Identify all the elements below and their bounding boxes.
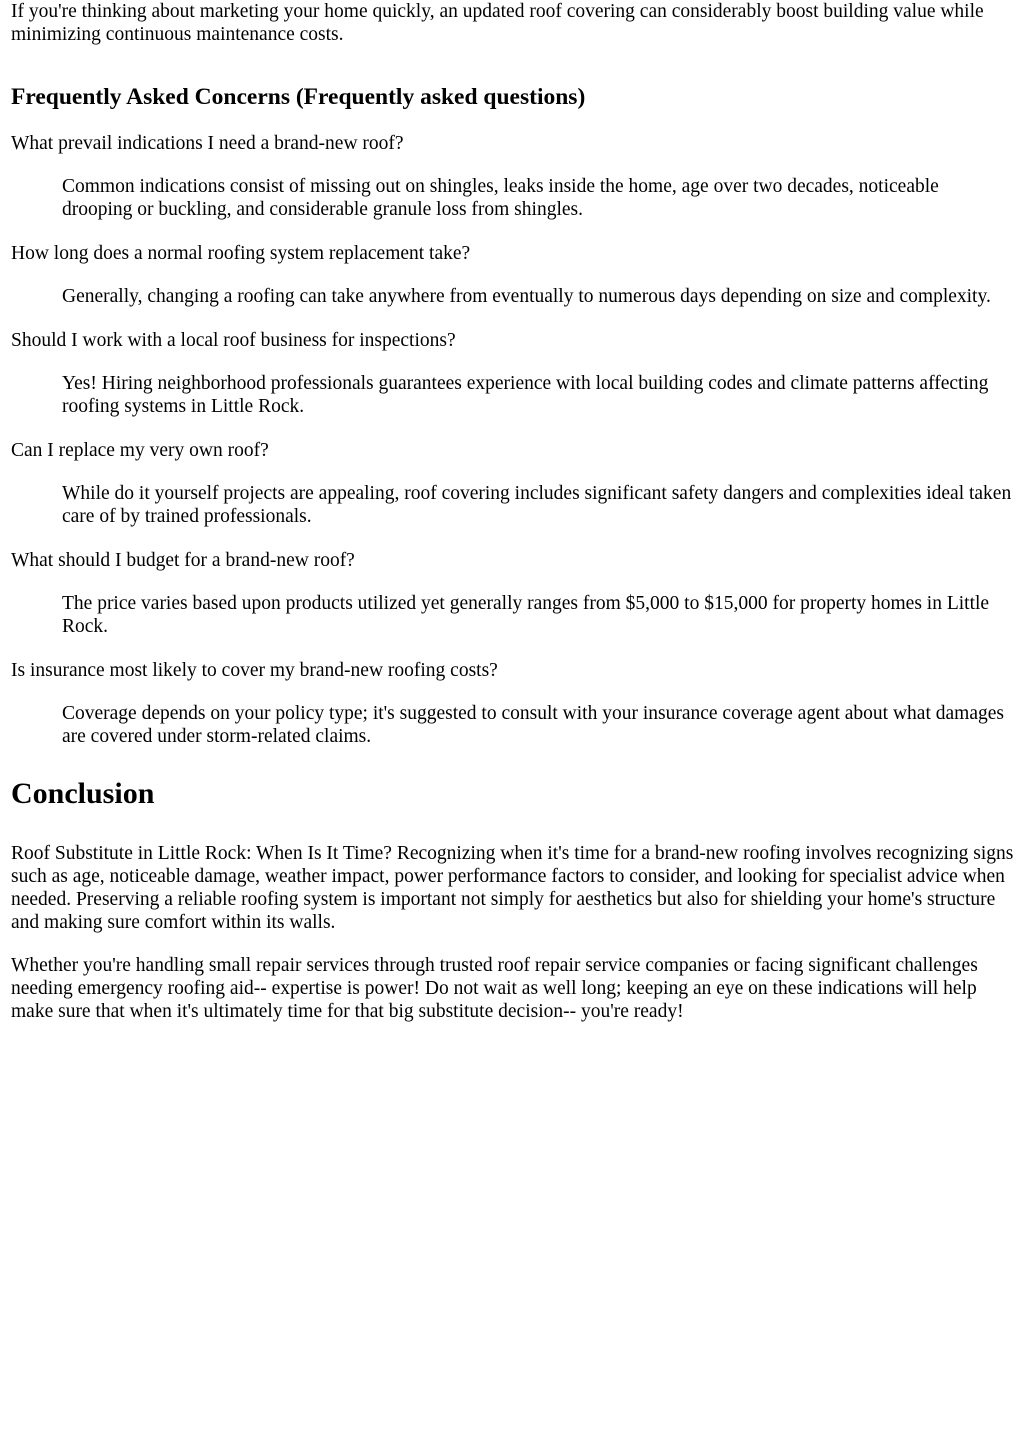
faq-item (11, 549, 1014, 638)
faq-answer: Coverage depends on your policy type; it's suggested to consult with your insurance coverage agent about what damages are covered under storm-related claims. (62, 703, 1004, 747)
faq-answer: The price varies based upon products utilized yet generally ranges from $5,000 to $15,000 for property homes in Little Rock. (62, 593, 990, 637)
faq-answer: While do it yourself projects are appealing, roof covering includes significant safety dangers and complexities ideal taken care of by trained professionals. (62, 483, 1012, 527)
conclusion-paragraph: Whether you're handling small repair services through trusted roof repair service companies or facing significant challenges needing emergency roofing aid-- expertise is power! Do not wait as well long; keeping an eye on these indications will help make sure that when it's ultimately time for that big substitute decision-- you're ready! (11, 955, 978, 1022)
faq-heading: Frequently Asked Concerns (Frequently asked questions) (11, 84, 586, 110)
faq-item (11, 329, 1014, 418)
faq-answer: Yes! Hiring neighborhood professionals guarantees experience with local building codes and climate patterns affecting roofing systems in Little Rock. (62, 373, 989, 417)
faq-question: Is insurance most likely to cover my brand-new roofing costs? (11, 660, 498, 681)
faq-item (11, 659, 1014, 748)
conclusion-paragraph: Roof Substitute in Little Rock: When Is It Time? Recognizing when it's time for a brand-new roofing involves recognizing signs such as age, noticeable damage, weather impact, power performance factors to consider, and looking for specialist advice when needed. Preserving a reliable roofing system is important not simply for aesthetics but also for shielding your home's structure and making sure comfort within its walls. (11, 843, 1014, 933)
conclusion-heading: Conclusion (11, 777, 155, 810)
faq-question: Should I work with a local roof business for inspections? (11, 330, 456, 351)
faq-answer: Common indications consist of missing out on shingles, leaks inside the home, age over two decades, noticeable drooping or buckling, and considerable granule loss from shingles. (62, 176, 939, 220)
faq-question: Can I replace my very own roof? (11, 440, 269, 461)
faq-question: What prevail indications I need a brand-new roof? (11, 133, 404, 154)
intro-paragraph: If you're thinking about marketing your home quickly, an updated roof covering can considerably boost building value while minimizing continuous maintenance costs. (11, 1, 984, 45)
faq-question: How long does a normal roofing system replacement take? (11, 243, 471, 264)
faq-list (11, 132, 1014, 748)
faq-item (11, 439, 1014, 528)
faq-item (11, 132, 1014, 221)
faq-item (11, 242, 1014, 308)
faq-question: What should I budget for a brand-new roof? (11, 550, 355, 571)
faq-answer: Generally, changing a roofing can take anywhere from eventually to numerous days depending on size and complexity. (62, 286, 991, 307)
